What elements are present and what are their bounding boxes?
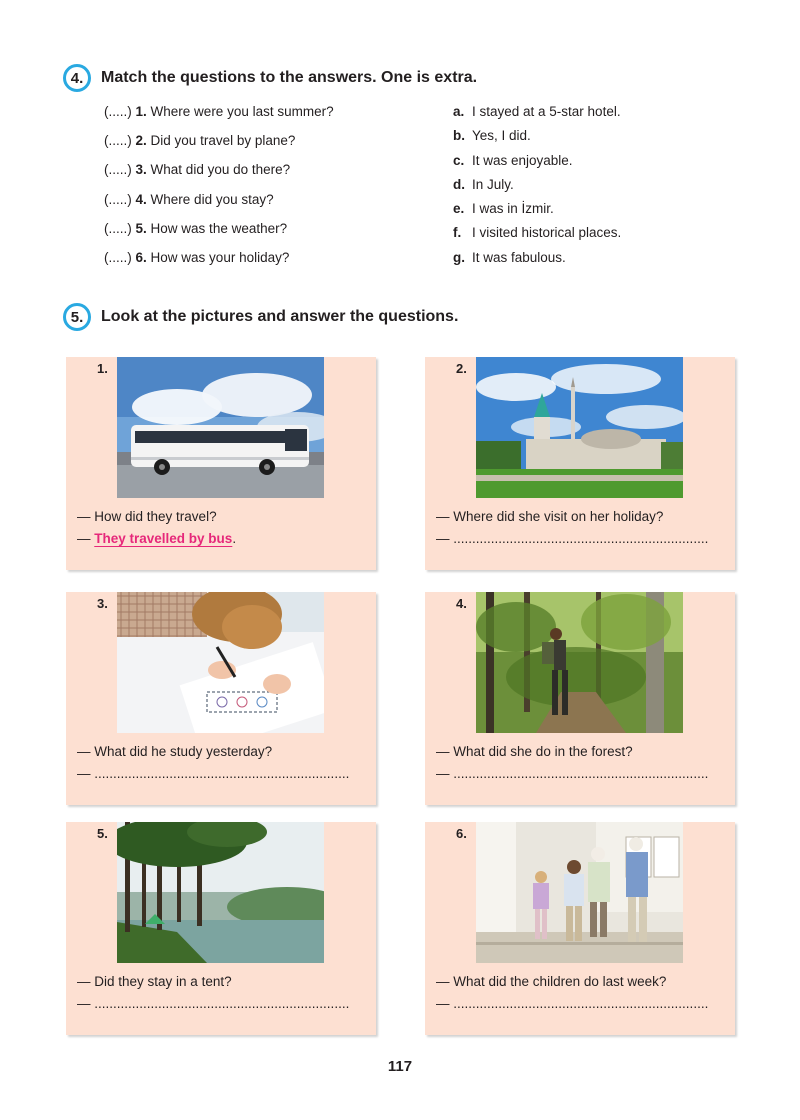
question-text: What did she do in the forest? xyxy=(453,744,633,759)
question-text: Did they stay in a tent? xyxy=(94,974,232,989)
forest-photo xyxy=(476,592,683,733)
card-number: 1. xyxy=(97,361,108,376)
question-number: 1. xyxy=(135,104,147,119)
answer-text: Yes, I did. xyxy=(472,128,531,144)
question-text: Did you travel by plane? xyxy=(150,133,296,149)
question-text: Where did you stay? xyxy=(150,191,274,207)
question-item xyxy=(104,221,334,250)
answer-line[interactable] xyxy=(77,766,349,781)
question-text: How was your holiday? xyxy=(150,249,290,265)
picture-card-5 xyxy=(66,822,376,1035)
dotted-line: .................................................................... xyxy=(453,766,709,781)
answer-line[interactable] xyxy=(77,996,349,1011)
answer-item xyxy=(453,153,621,177)
dash: — xyxy=(436,996,450,1011)
answer-letter: e. xyxy=(453,201,465,217)
answer-text: It was fabulous. xyxy=(472,249,566,265)
question-number: 3. xyxy=(135,162,147,178)
question-number: 4. xyxy=(135,191,147,207)
lake-illustration xyxy=(117,822,324,963)
bus-photo xyxy=(117,357,324,498)
dotted-line: .................................................................... xyxy=(94,996,350,1011)
page-number: 117 xyxy=(387,1058,413,1075)
bus-illustration xyxy=(117,357,324,498)
question-text: What did he study yesterday? xyxy=(94,744,273,759)
answer-text: I stayed at a 5-star hotel. xyxy=(472,104,621,119)
card-question xyxy=(77,744,272,759)
question-number: 5. xyxy=(135,220,147,236)
card-question xyxy=(436,974,666,989)
exercise-number-badge: 5. xyxy=(63,303,91,331)
question-text: How was the weather? xyxy=(150,220,288,236)
answer-letter: a. xyxy=(453,104,465,119)
dash: — xyxy=(77,996,91,1011)
dash: — xyxy=(77,766,91,781)
answer-blank[interactable]: (.....) xyxy=(104,191,132,207)
picture-card-1 xyxy=(66,357,376,570)
exercise-title: Match the questions to the answers. One is extra. xyxy=(101,69,478,86)
answer-period: . xyxy=(232,531,237,546)
card-answer xyxy=(77,531,236,546)
card-number: 3. xyxy=(97,596,108,611)
answer-blank[interactable]: (.....) xyxy=(104,104,132,119)
answer-text: I was in İzmir. xyxy=(472,201,554,217)
dash: — xyxy=(436,766,450,781)
answer-text: In July. xyxy=(472,176,514,192)
card-number: 5. xyxy=(97,826,108,841)
dash: — xyxy=(77,531,91,546)
exercise-5-heading xyxy=(63,303,458,331)
card-question xyxy=(436,744,633,759)
exercise-title: Look at the pictures and answer the questions. xyxy=(101,308,459,325)
picture-card-4 xyxy=(425,592,735,805)
answer-list xyxy=(453,104,621,274)
answer-item xyxy=(453,104,621,128)
dotted-line: .................................................................... xyxy=(94,766,350,781)
dash: — xyxy=(77,974,91,989)
dash: — xyxy=(436,974,450,989)
answer-blank[interactable]: (.....) xyxy=(104,162,132,178)
answer-item xyxy=(453,201,621,225)
question-number: 2. xyxy=(135,133,147,149)
forest-illustration xyxy=(476,592,683,733)
studying-photo xyxy=(117,592,324,733)
question-item xyxy=(104,162,334,191)
question-text: How did they travel? xyxy=(94,509,217,524)
picture-card-2 xyxy=(425,357,735,570)
card-number: 2. xyxy=(456,361,467,376)
question-item xyxy=(104,250,334,279)
family-illustration xyxy=(476,822,683,963)
question-text: Where were you last summer? xyxy=(150,104,334,119)
answer-text: It was enjoyable. xyxy=(472,152,573,168)
dash: — xyxy=(436,509,450,524)
answer-item xyxy=(453,128,621,152)
question-text: Where did she visit on her holiday? xyxy=(453,509,664,524)
answer-letter: d. xyxy=(453,176,465,192)
picture-card-3 xyxy=(66,592,376,805)
question-item xyxy=(104,192,334,221)
answer-letter: f. xyxy=(453,225,462,241)
answer-line[interactable] xyxy=(436,766,708,781)
lake-photo xyxy=(117,822,324,963)
exercise-4-heading xyxy=(63,64,477,92)
question-item xyxy=(104,133,334,162)
answer-blank[interactable]: (.....) xyxy=(104,133,132,149)
question-list xyxy=(104,104,334,279)
answer-blank[interactable]: (.....) xyxy=(104,220,132,236)
studying-illustration xyxy=(117,592,324,733)
sample-answer: They travelled by bus xyxy=(94,531,233,546)
dash: — xyxy=(77,509,91,524)
mosque-illustration xyxy=(476,357,683,498)
answer-item xyxy=(453,177,621,201)
question-number: 6. xyxy=(135,249,147,265)
answer-item xyxy=(453,225,621,249)
card-question xyxy=(436,509,663,524)
answer-line[interactable] xyxy=(436,996,708,1011)
exercise-number-badge: 4. xyxy=(63,64,91,92)
mosque-photo xyxy=(476,357,683,498)
answer-item xyxy=(453,250,621,274)
picture-card-6 xyxy=(425,822,735,1035)
dotted-line: .................................................................... xyxy=(453,996,709,1011)
family-photo xyxy=(476,822,683,963)
card-number: 4. xyxy=(456,596,467,611)
card-number: 6. xyxy=(456,826,467,841)
dotted-line: .................................................................... xyxy=(453,531,709,546)
dash: — xyxy=(77,744,91,759)
card-question xyxy=(77,509,217,524)
dash: — xyxy=(436,531,450,546)
answer-line[interactable] xyxy=(436,531,708,546)
answer-letter: b. xyxy=(453,128,465,144)
answer-letter: g. xyxy=(453,249,465,265)
dash: — xyxy=(436,744,450,759)
question-text: What did you do there? xyxy=(150,162,291,178)
answer-letter: c. xyxy=(453,152,465,168)
card-question xyxy=(77,974,232,989)
answer-blank[interactable]: (.....) xyxy=(104,249,132,265)
question-text: What did the children do last week? xyxy=(453,974,667,989)
question-item xyxy=(104,104,334,133)
answer-text: I visited historical places. xyxy=(472,225,622,241)
